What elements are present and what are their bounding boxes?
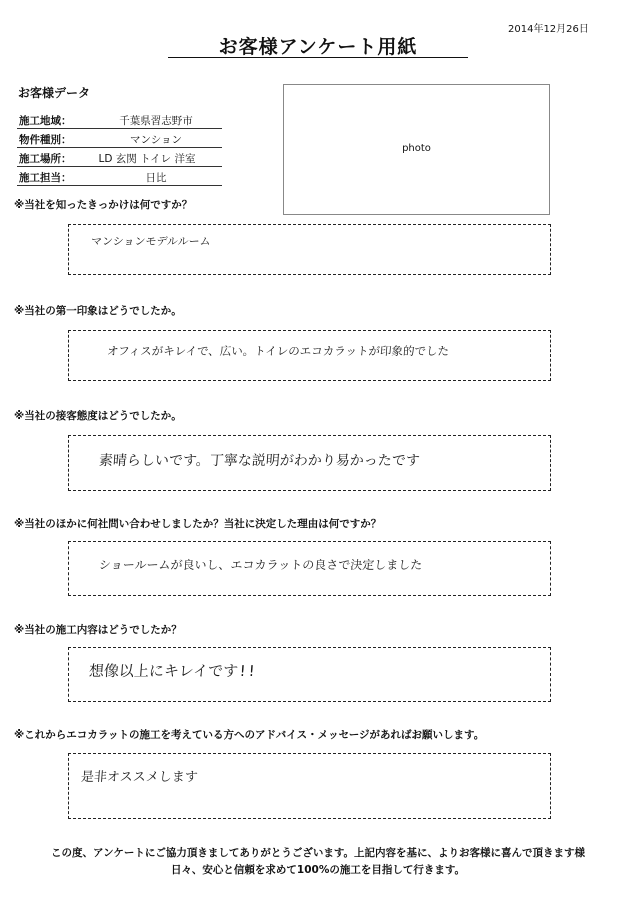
footer-line-1: この度、アンケートにご協力頂きましてありがとうございます。上記内容を基に、よりお客様に喜んで頂きます様	[50, 847, 586, 859]
answer-6: 是非オススメします	[80, 770, 199, 785]
info-value: 千葉県習志野市	[119, 115, 193, 127]
answer-3: 素晴らしいです。丁寧な説明がわかり易かったです	[98, 453, 421, 469]
info-row-staff	[17, 168, 222, 186]
info-row-property-type	[17, 130, 222, 148]
customer-data-heading: お客様データ	[18, 86, 91, 100]
answer-box-3	[68, 435, 551, 491]
answer-box-4	[68, 541, 551, 596]
answer-5: 想像以上にキレイです!!	[88, 662, 257, 680]
answer-box-2	[68, 330, 551, 381]
info-row-location	[17, 149, 222, 167]
title-underline	[168, 57, 468, 58]
question-1: ※当社を知ったきっかけは何ですか？	[14, 199, 193, 211]
answer-box-6	[68, 753, 551, 819]
info-row-area	[17, 111, 222, 129]
answer-4: ショールームが良いし、エコカラットの良さで決定しました	[98, 558, 423, 572]
answer-2: オフィスがキレイで、広い。トイレのエコカラットが印象的でした	[106, 344, 450, 358]
info-label: 施工担当：	[19, 172, 72, 184]
question-6: ※これからエコカラットの施工を考えている方へのアドバイス・メッセージがあればお願いします。	[14, 729, 485, 741]
photo-label: photo	[402, 143, 431, 154]
info-label: 物件種別：	[19, 134, 72, 146]
info-value: 日比	[145, 172, 167, 184]
footer-line-2: 日々、安心と信頼を求めて100%の施工を目指して行きます。	[170, 864, 466, 876]
question-2: ※当社の第一印象はどうでしたか。	[14, 305, 182, 317]
answer-1: マンションモデルルーム	[90, 235, 212, 248]
question-4: ※当社のほかに何社問い合わせしましたか？当社に決定した理由は何ですか？	[14, 518, 382, 530]
page-title: お客様アンケート用紙	[218, 36, 418, 58]
survey-date: 2014年12月26日	[508, 24, 589, 35]
answer-box-5	[68, 647, 551, 702]
photo-placeholder	[283, 84, 550, 215]
info-value: マンション	[129, 134, 183, 146]
question-5: ※当社の施工内容はどうでしたか？	[14, 624, 182, 636]
info-label: 施工場所：	[19, 153, 72, 165]
info-label: 施工地域：	[19, 115, 72, 127]
answer-box-1	[68, 224, 551, 275]
info-value: LD 玄関 トイレ 洋室	[98, 153, 196, 165]
question-3: ※当社の接客態度はどうでしたか。	[14, 410, 182, 422]
